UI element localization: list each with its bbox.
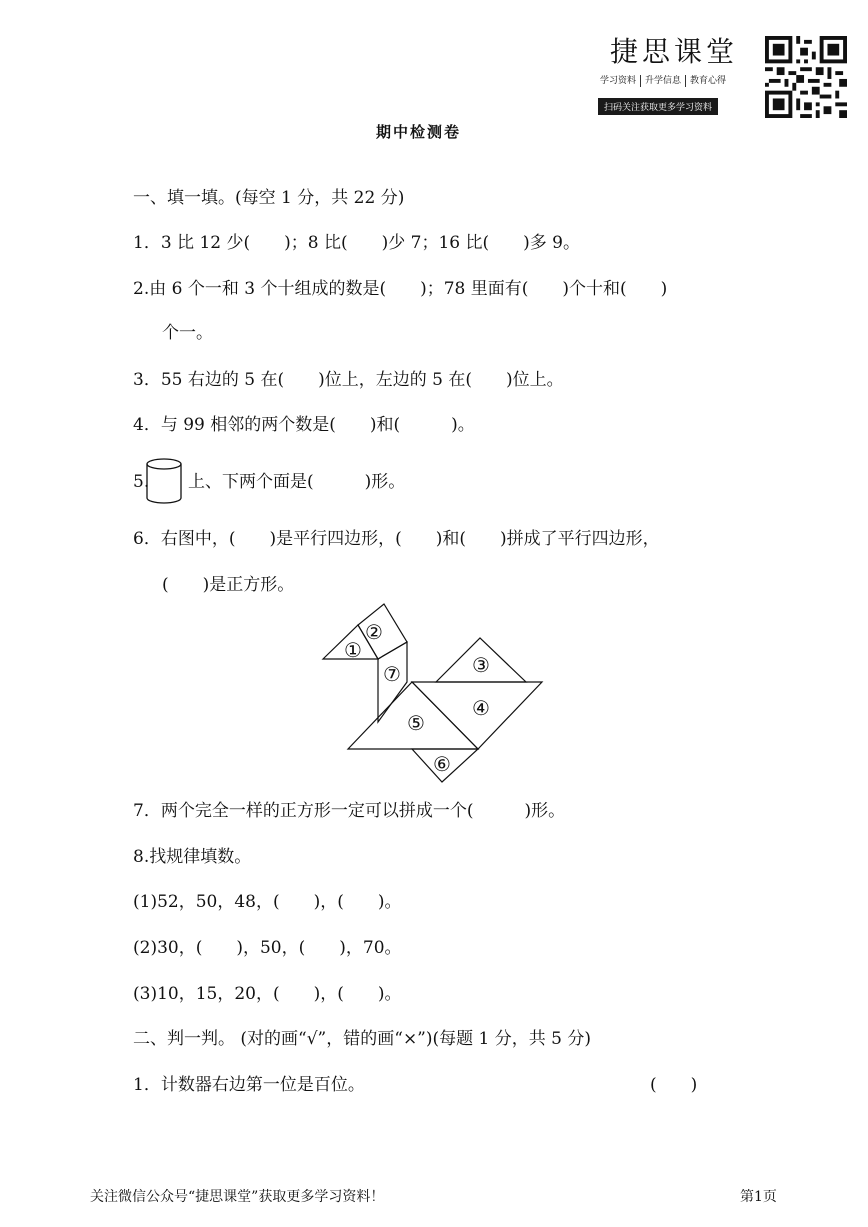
section-heading: 一、填一填。(每空 1 分，共 22 分) [133,188,405,208]
cylinder-icon [144,456,186,506]
tangram-label: ⑥ [433,752,451,776]
question-line: 1．计数器右边第一位是百位。 [133,1075,365,1095]
brand-tags [600,73,726,87]
question-line: 1．3 比 12 少( )；8 比( )少 7；16 比( )多 9。 [133,233,580,253]
question-line: 8.找规律填数。 [133,847,252,867]
answer-bracket: ( ) [650,1075,698,1095]
tangram-label: ⑤ [407,711,425,735]
tangram-label: ③ [472,653,490,677]
brand-divider [685,75,686,87]
page-title: 期中检测卷 [376,123,462,141]
section-heading: 二、判一判。 (对的画“√”，错的画“×”)(每题 1 分，共 5 分) [133,1029,592,1049]
question-number: 5. [133,472,150,492]
question-line: 上、下两个面是( )形。 [188,472,406,492]
tangram-label: ① [344,638,362,662]
question-line: (2)30，( )，50，( )，70。 [133,938,402,958]
question-line: ( )是正方形。 [162,575,295,595]
tangram-label: ② [365,620,383,644]
tangram-label: ④ [472,696,490,720]
brand-tag: 教育心得 [690,76,727,86]
question-line: 3．55 右边的 5 在( )位上，左边的 5 在( )位上。 [133,370,564,390]
brand-name: 捷思课堂 [610,35,739,68]
brand-tag: 升学信息 [645,76,682,86]
question-line: 2.由 6 个一和 3 个十组成的数是( )；78 里面有( )个十和( ) [133,279,668,299]
brand-tag: 学习资料 [600,76,637,86]
qr-code-icon [765,36,847,118]
question-line: 7．两个完全一样的正方形一定可以拼成一个( )形。 [133,801,566,821]
brand-divider [640,75,641,87]
question-line: 个一。 [162,323,213,343]
page-number: 第1页 [740,1189,777,1205]
brand-bar: 扫码关注获取更多学习资料 [598,98,718,115]
question-line: 6．右图中，( )是平行四边形，( )和( )拼成了平行四边形， [133,529,660,549]
footer-note: 关注微信公众号“捷思课堂”获取更多学习资料！ [90,1189,385,1205]
tangram-label: ⑦ [383,662,401,686]
tangram-figure [320,602,550,787]
question-line: 4．与 99 相邻的两个数是( )和( )。 [133,415,475,435]
question-line: (1)52，50，48，( )，( )。 [133,892,402,912]
question-line: (3)10，15，20，( )，( )。 [133,984,402,1004]
